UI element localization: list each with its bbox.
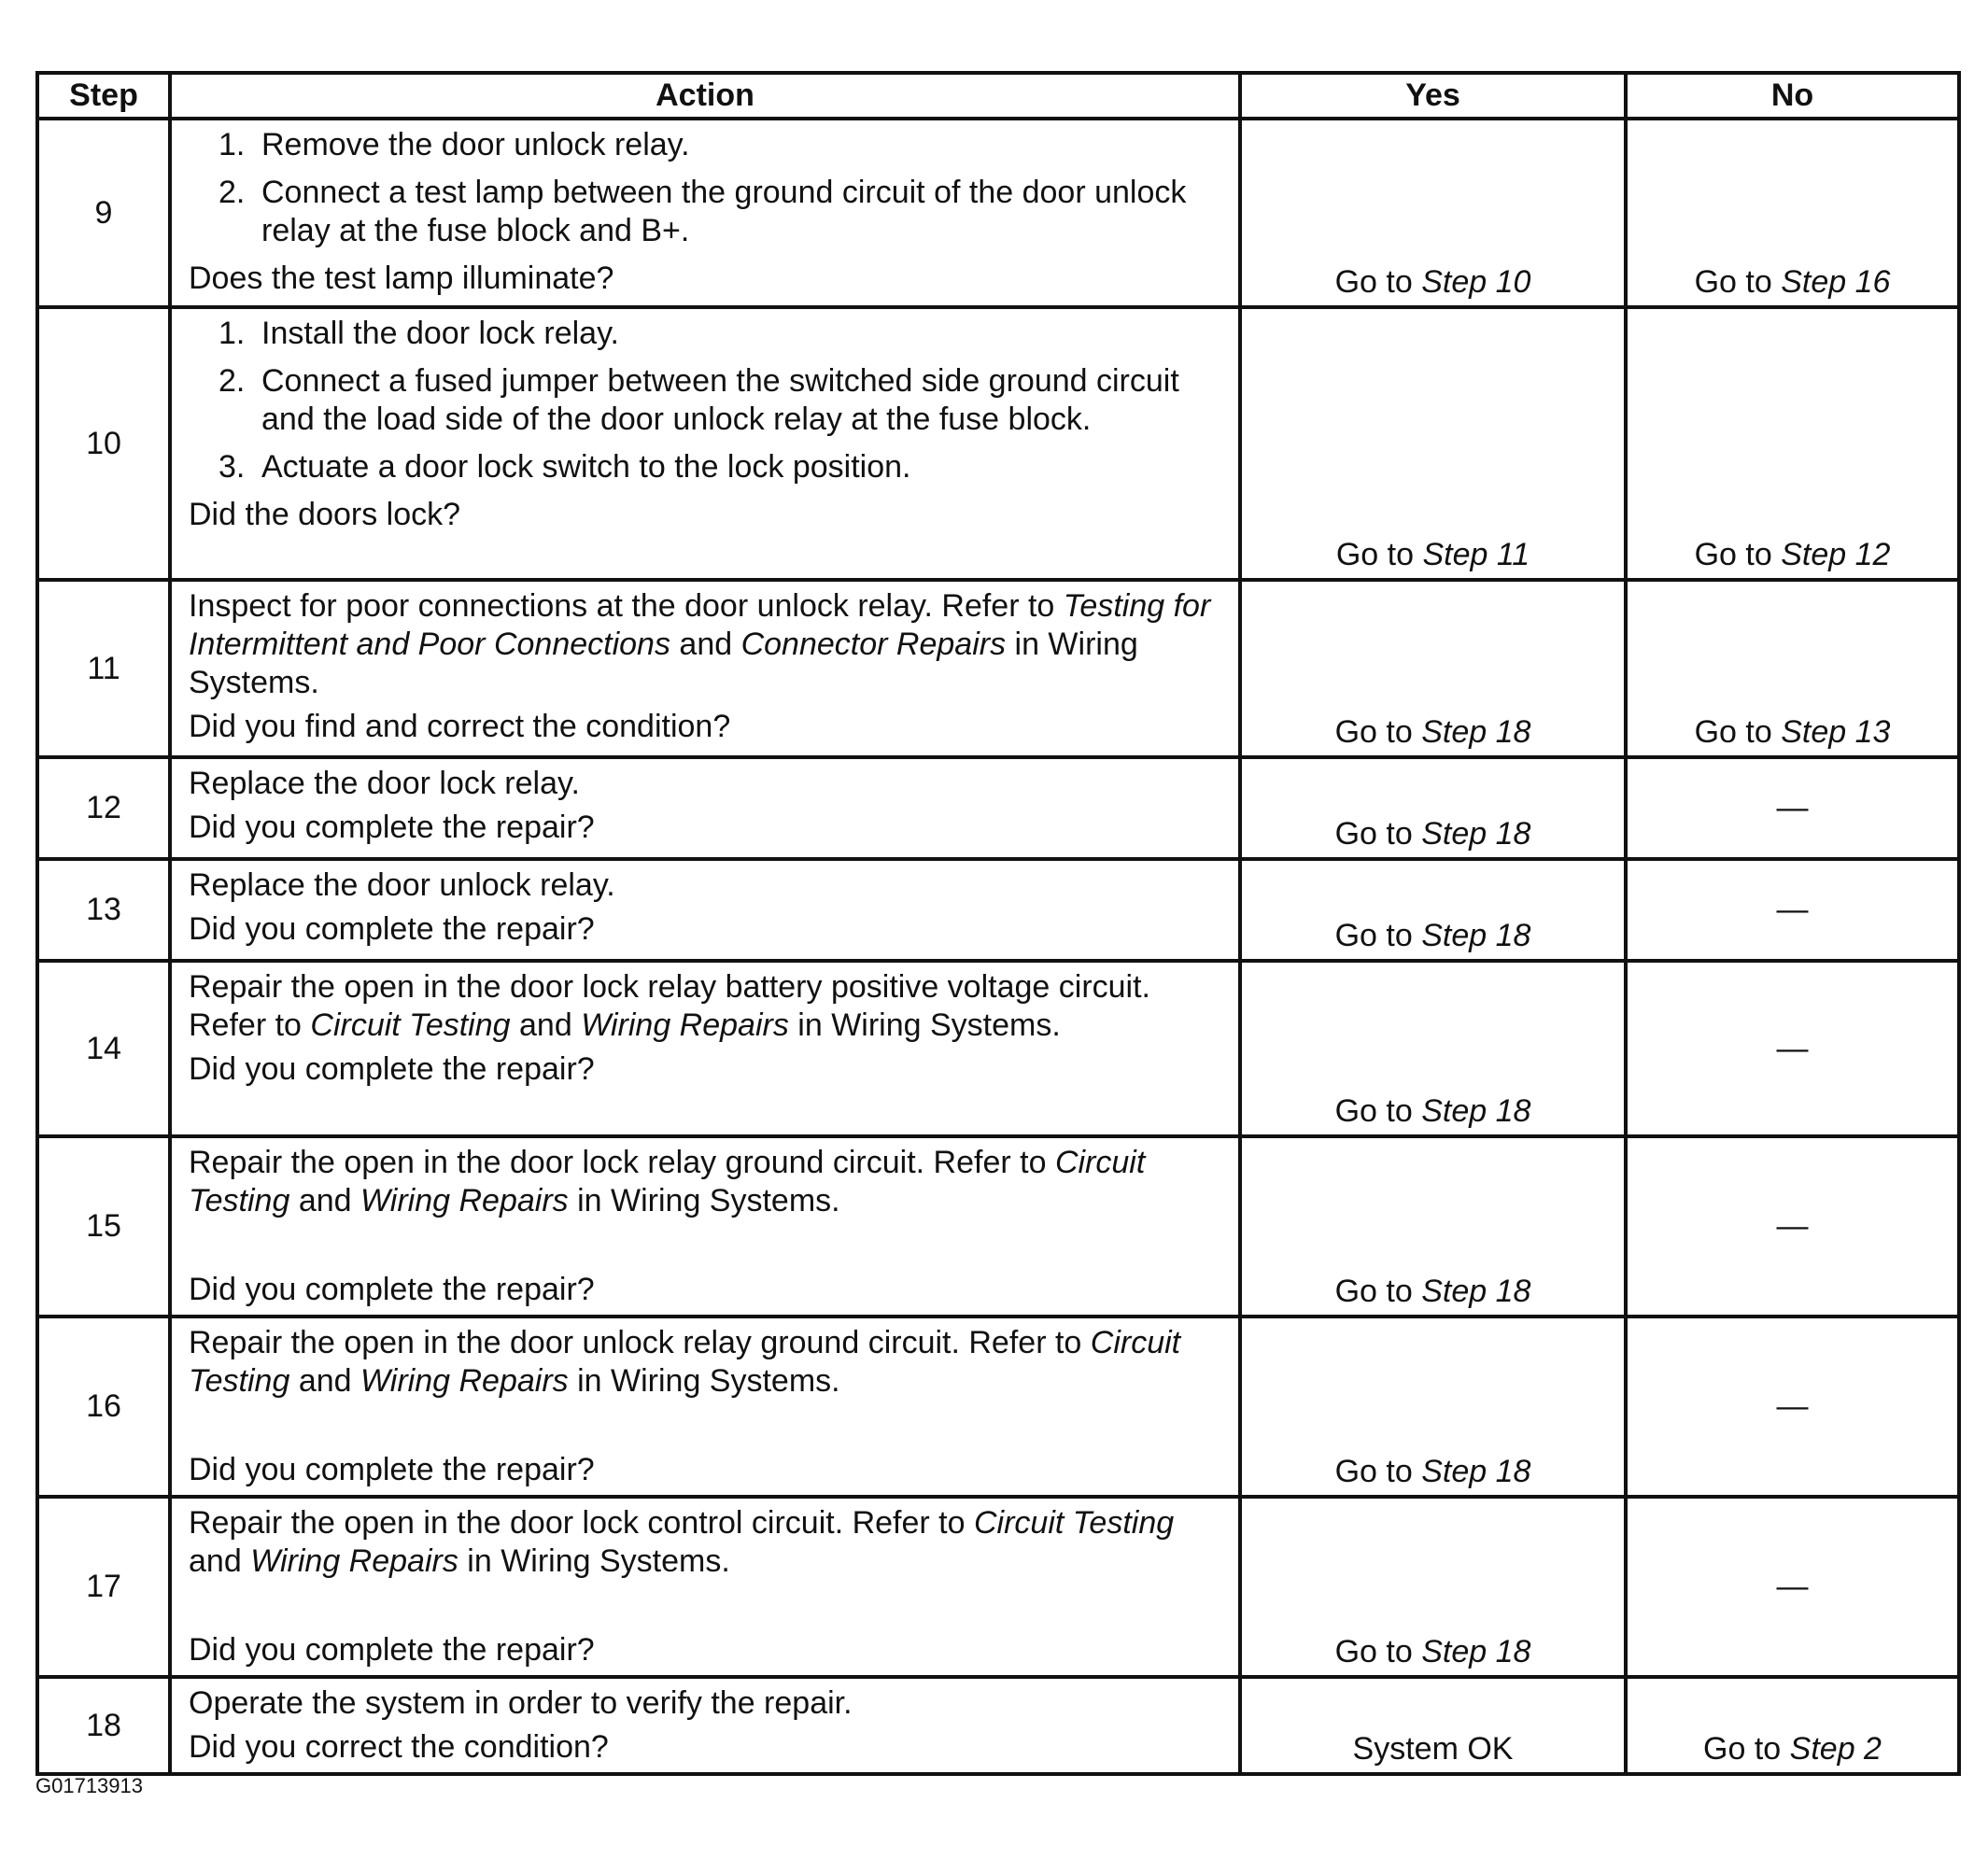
reference-link[interactable]: Testing for Intermittent and Poor Connections bbox=[189, 588, 1211, 662]
action-cell bbox=[170, 307, 1240, 580]
header-action: Action bbox=[170, 73, 1240, 119]
list-item: 2. Connect a fused jumper between the switched side ground circuit and the load side of the door unlock relay at the fuse block. bbox=[219, 363, 1179, 437]
yes-cell: Go to Step 18 bbox=[1240, 1317, 1626, 1497]
action-text: Repair the open in the door lock relay ground circuit. Refer to Circuit Testing and Wiring Repairs in Wiring Systems. bbox=[189, 1145, 1146, 1218]
action-text: Repair the open in the door lock relay battery positive voltage circuit. Refer to Circuit Testing and Wiring Repairs in Wiring Systems. bbox=[189, 969, 1150, 1043]
step-link[interactable]: Step 18 bbox=[1421, 714, 1531, 750]
question: Did you find and correct the condition? bbox=[189, 709, 731, 744]
yes-cell: Go to Step 18 bbox=[1240, 757, 1626, 859]
action-text: Repair the open in the door unlock relay ground circuit. Refer to Circuit Testing and Wiring Repairs in Wiring Systems. bbox=[189, 1325, 1181, 1399]
question: Did you complete the repair? bbox=[189, 911, 595, 947]
no-cell: Go to Step 13 bbox=[1626, 580, 1959, 757]
header-step: Step bbox=[37, 73, 170, 119]
step-number: 17 bbox=[37, 1497, 170, 1677]
list-item: 1. Remove the door unlock relay. bbox=[219, 127, 690, 162]
header-yes: Yes bbox=[1240, 73, 1626, 119]
step-number: 16 bbox=[37, 1317, 170, 1497]
yes-cell: System OK bbox=[1240, 1677, 1626, 1774]
no-cell: Go to Step 16 bbox=[1626, 119, 1959, 307]
step-number: 9 bbox=[37, 119, 170, 307]
action-cell bbox=[170, 1136, 1240, 1317]
reference-link[interactable]: Connector Repairs bbox=[740, 627, 1007, 662]
question: Does the test lamp illuminate? bbox=[189, 261, 614, 296]
reference-link[interactable]: Circuit Testing bbox=[974, 1505, 1175, 1541]
reference-link[interactable]: Wiring Repairs bbox=[581, 1007, 789, 1043]
action-text: Repair the open in the door lock control circuit. Refer to Circuit Testing and Wiring Repairs in Wiring Systems. bbox=[189, 1505, 1175, 1579]
step-number: 11 bbox=[37, 580, 170, 757]
question: Did the doors lock? bbox=[189, 497, 461, 532]
step-link[interactable]: Step 18 bbox=[1421, 1093, 1531, 1129]
reference-link[interactable]: Wiring Repairs bbox=[360, 1363, 569, 1399]
table-row bbox=[37, 119, 1959, 307]
action-list bbox=[189, 126, 1225, 250]
question: Did you complete the repair? bbox=[189, 1051, 595, 1087]
step-number: 13 bbox=[37, 859, 170, 961]
action-cell bbox=[170, 859, 1240, 961]
action-text: Inspect for poor connections at the door unlock relay. Refer to Testing for Intermittent and Poor Connections and Connector Repairs in Wiring Systems. bbox=[189, 588, 1211, 700]
table-row bbox=[37, 307, 1959, 580]
question: Did you complete the repair? bbox=[189, 1452, 595, 1487]
list-item: 2. Connect a test lamp between the ground circuit of the door unlock relay at the fuse block and B+. bbox=[219, 175, 1187, 248]
table-row bbox=[37, 757, 1959, 859]
reference-link[interactable]: Circuit Testing bbox=[310, 1007, 511, 1043]
question: Did you correct the condition? bbox=[189, 1729, 609, 1765]
step-number: 12 bbox=[37, 757, 170, 859]
step-number: 15 bbox=[37, 1136, 170, 1317]
list-item: 1. Install the door lock relay. bbox=[219, 316, 619, 351]
yes-cell: Go to Step 18 bbox=[1240, 1136, 1626, 1317]
yes-cell: Go to Step 18 bbox=[1240, 1497, 1626, 1677]
action-cell bbox=[170, 119, 1240, 307]
step-link[interactable]: Step 11 bbox=[1422, 537, 1530, 572]
table-row bbox=[37, 1136, 1959, 1317]
diagnostic-table bbox=[35, 71, 1961, 1776]
no-cell: Go to Step 2 bbox=[1626, 1677, 1959, 1774]
action-cell bbox=[170, 1317, 1240, 1497]
list-item: 3. Actuate a door lock switch to the lock position. bbox=[219, 449, 911, 485]
step-link[interactable]: Step 18 bbox=[1421, 816, 1531, 852]
action-cell bbox=[170, 580, 1240, 757]
header-row bbox=[37, 73, 1959, 119]
reference-link[interactable]: Wiring Repairs bbox=[250, 1543, 458, 1579]
step-link[interactable]: Step 18 bbox=[1421, 1274, 1531, 1309]
reference-link[interactable]: Circuit Testing bbox=[189, 1145, 1146, 1218]
no-cell-dash: — bbox=[1626, 859, 1959, 961]
step-number: 18 bbox=[37, 1677, 170, 1774]
action-cell bbox=[170, 961, 1240, 1136]
no-cell-dash: — bbox=[1626, 1136, 1959, 1317]
action-text: Replace the door unlock relay. bbox=[189, 867, 615, 903]
action-text: Operate the system in order to verify the repair. bbox=[189, 1685, 853, 1721]
table-row bbox=[37, 859, 1959, 961]
reference-link[interactable]: Wiring Repairs bbox=[360, 1183, 569, 1218]
step-link[interactable]: Step 2 bbox=[1789, 1731, 1882, 1767]
step-link[interactable]: Step 10 bbox=[1421, 264, 1531, 300]
yes-cell: Go to Step 10 bbox=[1240, 119, 1626, 307]
no-cell-dash: — bbox=[1626, 961, 1959, 1136]
step-link[interactable]: Step 13 bbox=[1781, 714, 1891, 750]
step-link[interactable]: Step 12 bbox=[1781, 537, 1891, 572]
question: Did you complete the repair? bbox=[189, 810, 595, 845]
table-row bbox=[37, 1677, 1959, 1774]
question: Did you complete the repair? bbox=[189, 1272, 595, 1307]
yes-cell: Go to Step 18 bbox=[1240, 961, 1626, 1136]
header-no: No bbox=[1626, 73, 1959, 119]
action-cell bbox=[170, 1677, 1240, 1774]
yes-cell: Go to Step 11 bbox=[1240, 307, 1626, 580]
step-link[interactable]: Step 16 bbox=[1781, 264, 1891, 300]
step-number: 14 bbox=[37, 961, 170, 1136]
figure-id: G01713913 bbox=[35, 1774, 143, 1797]
table-row bbox=[37, 1317, 1959, 1497]
reference-link[interactable]: Circuit Testing bbox=[189, 1325, 1181, 1399]
yes-cell: Go to Step 18 bbox=[1240, 580, 1626, 757]
no-cell: Go to Step 12 bbox=[1626, 307, 1959, 580]
no-cell-dash: — bbox=[1626, 1317, 1959, 1497]
action-list bbox=[189, 315, 1225, 486]
question: Did you complete the repair? bbox=[189, 1632, 595, 1668]
step-link[interactable]: Step 18 bbox=[1421, 1634, 1531, 1669]
action-cell bbox=[170, 1497, 1240, 1677]
step-link[interactable]: Step 18 bbox=[1421, 918, 1531, 953]
table-row bbox=[37, 961, 1959, 1136]
yes-cell: Go to Step 18 bbox=[1240, 859, 1626, 961]
table-row bbox=[37, 1497, 1959, 1677]
no-cell-dash: — bbox=[1626, 1497, 1959, 1677]
action-text: Replace the door lock relay. bbox=[189, 766, 580, 801]
table-row bbox=[37, 580, 1959, 757]
step-number: 10 bbox=[37, 307, 170, 580]
step-link[interactable]: Step 18 bbox=[1421, 1454, 1531, 1489]
no-cell-dash: — bbox=[1626, 757, 1959, 859]
action-cell bbox=[170, 757, 1240, 859]
